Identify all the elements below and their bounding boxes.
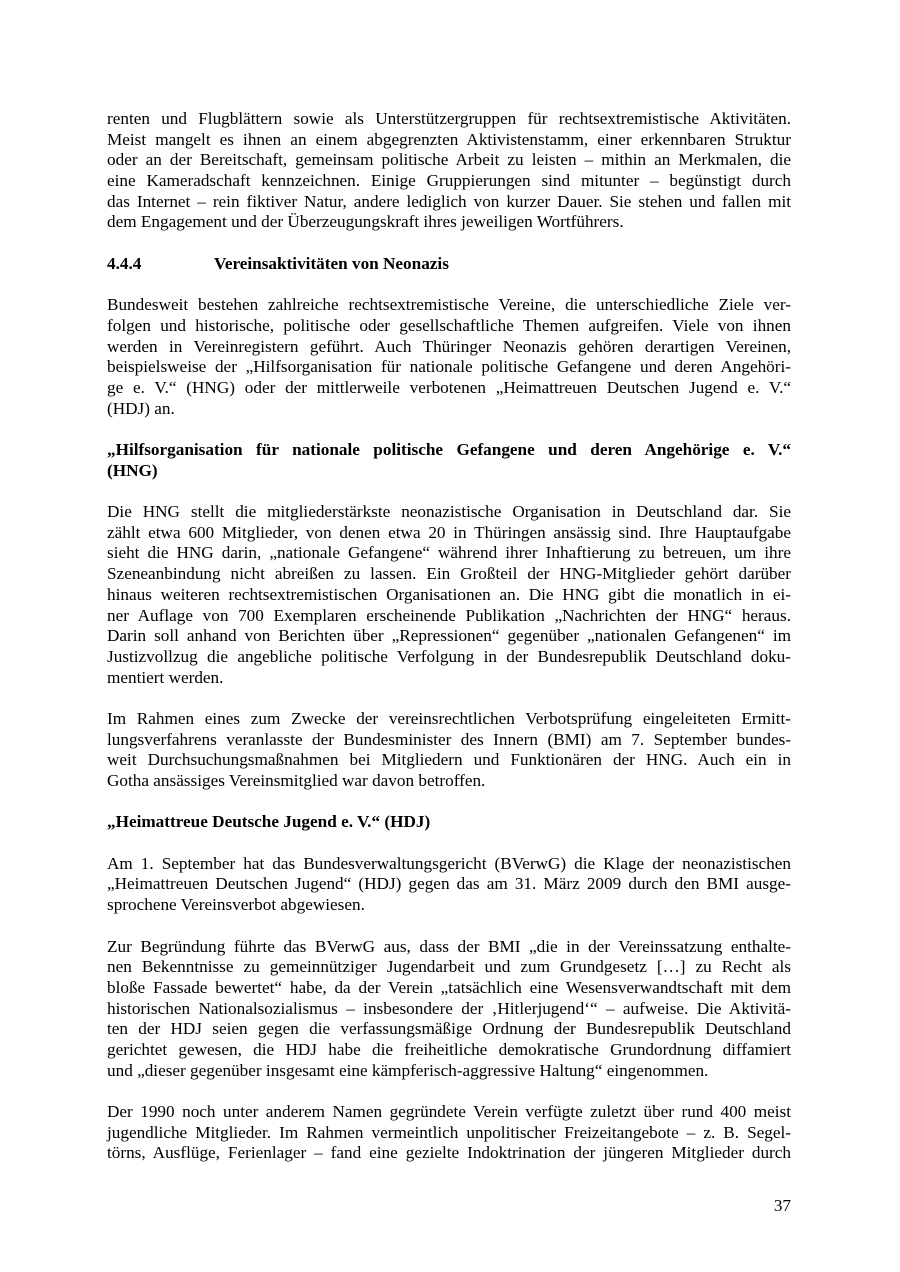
text-line: renten und Flugblättern sowie als Unterstützergruppen für rechtsextremistische Aktivitäten.	[107, 109, 791, 128]
text-line: werden in Vereinregistern geführt. Auch Thüringer Neonazis gehören derartigen Vereinen,	[107, 336, 791, 356]
text-line: sprochene Vereinsverbot abgewiesen.	[107, 895, 365, 915]
text-line: Bundesweit bestehen zahlreiche rechtsextremistische Vereine, die unterschiedliche Ziele ver-	[107, 295, 791, 315]
text-line: ner Auflage von 700 Exemplaren erscheinende Publikation „Nachrichten der HNG“ heraus.	[107, 605, 791, 625]
text-line: jugendliche Mitglieder. Im Rahmen vermeintlich unpolitischer Freizeitangebote – z. B. Segel-	[107, 1122, 791, 1142]
spacer	[107, 233, 791, 254]
spacer	[107, 481, 791, 502]
text-line: beispielsweise der „Hilfsorganisation für nationale politische Gefangene und deren Angehöri-	[107, 357, 791, 377]
paragraph-hdj-history	[107, 1102, 791, 1164]
text-line: nen Bekenntnisse zu gemeinnütziger Jugendarbeit und zum Grundgesetz […] zu Recht als	[107, 957, 791, 977]
document-page	[107, 109, 791, 1164]
text-line: Die HNG stellt die mitgliederstärkste neonazistische Organisation in Deutschland dar. Sie	[107, 502, 791, 522]
text-line: sieht die HNG darin, „nationale Gefangene“ während ihrer Inhaftierung zu betreuen, um ihre	[107, 543, 791, 563]
paragraph-hdj-reasoning	[107, 937, 791, 1082]
subheading-hdj	[107, 812, 791, 833]
text-line: Der 1990 noch unter anderem Namen gegründete Verein verfügte zuletzt über rund 400 meist	[107, 1102, 791, 1122]
spacer	[107, 833, 791, 854]
text-line: Im Rahmen eines zum Zwecke der vereinsrechtlichen Verbotsprüfung eingeleiteten Ermitt-	[107, 708, 791, 728]
text-line: Meist mangelt es ihnen an einem abgegrenzten Aktivistenstamm, einer erkennbaren Struktur	[107, 129, 791, 149]
text-line: oder an der Bereitschaft, gemeinsam politische Arbeit zu leisten – mithin an Merkmalen, die	[107, 150, 791, 170]
spacer	[107, 916, 791, 937]
spacer	[107, 792, 791, 813]
section-heading	[107, 254, 791, 275]
text-line: Am 1. September hat das Bundesverwaltungsgericht (BVerwG) die Klage der neonazistischen	[107, 853, 791, 873]
spacer	[107, 1081, 791, 1102]
text-line: das Internet – rein fiktiver Natur, andere lediglich von kurzer Dauer. Sie stehen und fallen mit	[107, 191, 791, 211]
paragraph-intro	[107, 109, 791, 233]
text-line: hinaus weiteren rechtsextremistischen Organisationen an. Die HNG gibt die monatlich in ei-	[107, 584, 791, 604]
text-line: ten der HDJ seien gegen die verfassungsmäßige Ordnung der Bundesrepublik Deutschland	[107, 1019, 791, 1039]
text-line: lungsverfahrens veranlasste der Bundesminister des Innern (BMI) am 7. September bundes-	[107, 729, 791, 749]
text-line: Justizvollzug die angebliche politische Verfolgung in der Bundesrepublik Deutschland doku-	[107, 646, 791, 666]
text-line: Gotha ansässiges Vereinsmitglied war davon betroffen.	[107, 771, 486, 791]
text-line: mentiert werden.	[107, 667, 224, 687]
text-line: Szeneanbindung nicht abreißen zu lassen. Ein Großteil der HNG-Mitglieder gehört darüber	[107, 564, 791, 584]
heading-line: (HNG)	[107, 460, 158, 480]
text-line: ge e. V.“ (HNG) oder der mittlerweile verbotenen „Heimattreuen Deutschen Jugend e. V.“	[107, 377, 791, 397]
text-line: folgen und historische, politische oder gesellschaftliche Themen aufgreifen. Viele von ihnen	[107, 315, 791, 335]
text-line: gerichtet gewesen, die HDJ habe die freiheitliche demokratische Grundordnung diffamiert	[107, 1039, 791, 1059]
text-line: (HDJ) an.	[107, 398, 175, 418]
text-line: historischen Nationalsozialismus – insbesondere der ‚Hitlerjugend‘“ – aufweise. Die Aktivitä-	[107, 998, 791, 1018]
section-number: 4.4.4	[107, 253, 142, 273]
text-line: weit Durchsuchungsmaßnahmen bei Mitgliedern und Funktionären der HNG. Auch ein in	[107, 750, 791, 770]
text-line: dem Engagement und der Überzeugungskraft ihres jeweiligen Wortführers.	[107, 212, 624, 232]
spacer	[107, 688, 791, 709]
subheading-hng	[107, 440, 791, 481]
paragraph-hng-description	[107, 502, 791, 688]
text-line: zählt etwa 600 Mitglieder, von denen etwa 20 in Thüringen ansässig sind. Ihre Hauptaufgabe	[107, 522, 791, 542]
spacer	[107, 275, 791, 296]
text-line: eine Kameradschaft kennzeichnen. Einige Gruppierungen sind mitunter – begünstigt durch	[107, 171, 791, 191]
text-line: und „dieser gegenüber insgesamt eine kämpferisch-aggressive Haltung“ eingenommen.	[107, 1060, 709, 1080]
text-line: törns, Ausflüge, Ferienlager – fand eine gezielte Indoktrination der jüngeren Mitglieder durch	[107, 1143, 791, 1163]
paragraph-hdj-court	[107, 854, 791, 916]
section-title: Vereinsaktivitäten von Neonazis	[214, 253, 449, 273]
paragraph-hng-search	[107, 709, 791, 792]
spacer	[107, 419, 791, 440]
page-number: 37	[773, 1196, 791, 1215]
text-line: „Heimattreuen Deutschen Jugend“ (HDJ) gegen das am 31. März 2009 durch den BMI ausge-	[107, 874, 791, 894]
text-line: Zur Begründung führte das BVerwG aus, dass der BMI „die in der Vereinssatzung enthalte-	[107, 936, 791, 956]
text-line: Darin soll anhand von Berichten über „Repressionen“ gegenüber „nationalen Gefangenen“ im	[107, 626, 791, 646]
heading-line: „Hilfsorganisation für nationale politische Gefangene und deren Angehörige e. V.“	[107, 440, 791, 460]
text-line: bloße Fassade bewertet“ habe, da der Verein „tatsächlich eine Wesensverwandtschaft mit dem	[107, 977, 791, 997]
heading-line: „Heimattreue Deutsche Jugend e. V.“ (HDJ)	[107, 812, 431, 832]
paragraph-vereine	[107, 295, 791, 419]
